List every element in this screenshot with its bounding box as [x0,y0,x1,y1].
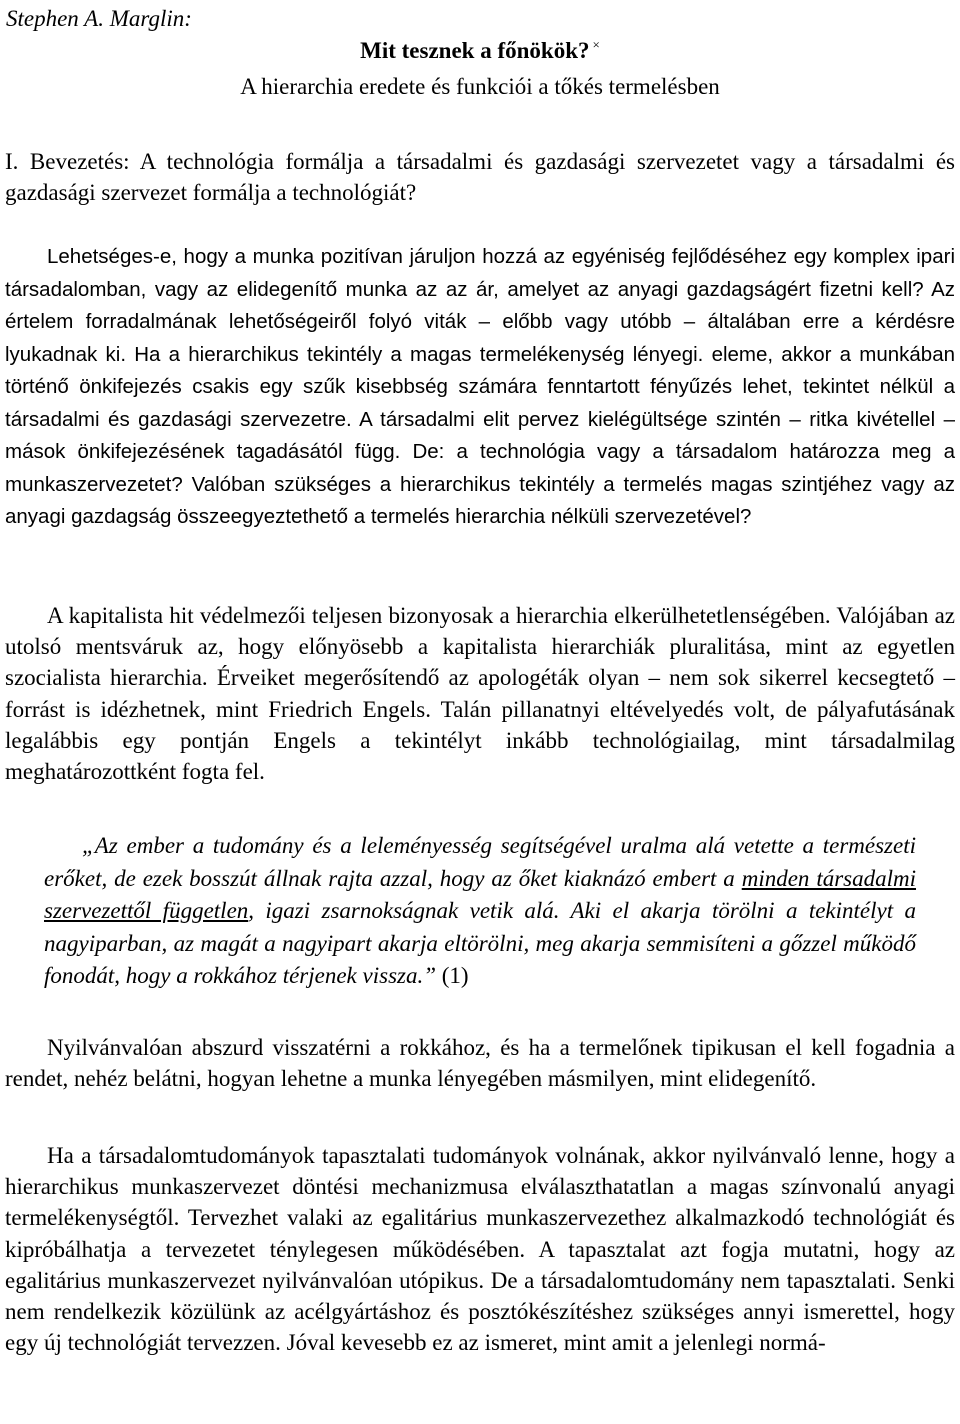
paragraph-spinning-wheel: Nyilvánvalóan abszurd visszatérni a rokkához, és ha a termelőnek tipikusan el kell fogadnia a rendet, nehéz belátni, hogyan lehetne a munka lényegében másmilyen, mint elidegenítő. [5,1035,955,1092]
section-heading: I. Bevezetés: A technológia formálja a társadalmi és gazdasági szervezetet vagy a társadalmi és gazdasági szervezet formálja a technológiát? [5,149,955,205]
quote-underlined-text: minden társadalmi szervezettől független [44,865,917,923]
paragraph-intro: Lehetséges-e, hogy a munka pozitívan járuljon hozzá az egyéniség fejlődéséhez egy komplex ipari társadalomban, vagy az elidegenítő munka az az ár, amelyet az anyagi gazdagságért fizetni kell? Az értelem forradalmának lehetőségeiről folyó viták – előbb vagy utóbb – általában erre a kérdésre lyukadnak ki. Ha a hierarchikus tekintély a magas termelékenység lényegi. eleme, akkor a munkában történő önkifejezés csakis egy szűk kisebbség számára fenntartott fényűzés lehet, tekintet nélkül a társadalmi és gazdasági szervezetre. A társadalmi elit pervez kielégültsége szintén – ritka kivétellel – mások önkifejezésének tagadásától függ. De: a technológia vagy a társadalom határozza meg a munkaszervezetet? Valóban szükséges a hierarchikus tekintély a termelés magas szintjéhez vagy az anyagi gazdagság összeegyeztethető a termelés hierarchia nélküli szervezetével? [5,245,955,528]
page-subtitle: A hierarchia eredete és funkciói a tőkés termelésben [240,74,720,99]
page-title [0,28,960,68]
engels-quote [44,830,916,993]
quote-text-start: „Az ember a tudomány és a leleményesség segítségével uralma alá vetette a természeti erőket, de ezek bosszút állnak rajta azzal, hogy az őket kiaknázó embert a [44,833,916,891]
quote-reference: (1) [441,963,469,988]
footnote-marker: × [592,37,600,52]
paragraph-social-sciences: Ha a társadalomtudományok tapasztalati tudományok volnának, akkor nyilvánvaló lenne, hogy a hierarchikus munkaszervezet döntési mechanizmusa elválaszthatatlan a magas színvonalú anyagi termelékenységtől. Tervezhet valaki az egalitárius munkaszervezethez alkalmazkodó technológiát és kipróbálhatja a tervezetet ténylegesen működésében. A tapasztalat azt fogja mutatni, hogy az egalitárius munkaszervezet nyilvánvalóan utópikus. De a társadalomtudomány nem tapasztalati. Senki nem rendelkezik közülünk az acélgyártáshoz és posztókészítéshez szükséges annyi ismerettel, hogy egy új technológiát tervezzen. Jóval kevesebb ez az ismeret, mint amit a jelenlegi normá- [5,1143,955,1356]
paragraph-capitalist-faith: A kapitalista hit védelmezői teljesen bizonyosak a hierarchia elkerülhetetlenségében. Valójában az utolsó mentsváruk az, hogy előnyösebb a kapitalista hierarchiák pluralitása, mint az egyetlen szocialista hierarchia. Érveiket megerősítendő az apologéták olyan – nem sok sikerrel kecsegtető – forrást is idézhetnek, mint Friedrich Engels. Talán pillanatnyi eltévelyedés volt, de pályafutásának legalábbis egy pontján Engels a tekintélyt inkább technológiailag, mint társadalmilag meghatározottként fogta fel. [5,603,955,785]
quote-text-end: , igazi zsarnokságnak vetik alá. Aki el akarja törölni a tekintélyt a nagyiparban, az magát a nagyipart akarja eltörölni, meg akarja semmisíteni a gőzzel működő fonodát, hogy a rokkához térjenek vissza.” [44,898,916,988]
author-name: Stephen A. Marglin: [6,6,192,31]
title-text: Mit tesznek a főnökök? [360,38,590,63]
